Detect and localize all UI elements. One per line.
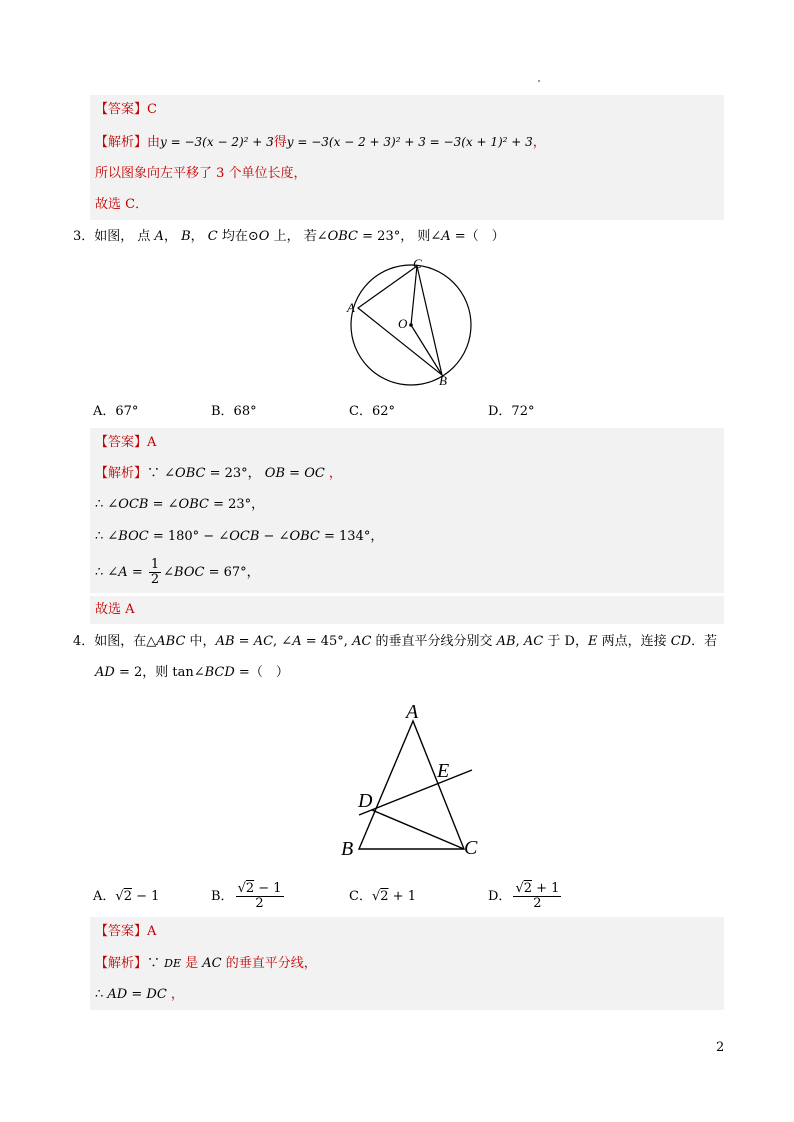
- denominator: 2: [533, 896, 542, 911]
- page-number: 2: [716, 1040, 725, 1055]
- q2-answer-box: [90, 95, 724, 220]
- q4-option-c[interactable]: [349, 887, 416, 907]
- var: C: [207, 229, 218, 244]
- text: 3．如图， 点: [73, 229, 155, 244]
- var: OBC: [175, 466, 206, 481]
- var: AB: [496, 634, 516, 649]
- q2-conclusion: 故选 C．: [95, 197, 149, 212]
- analysis-tag: 【解析】: [95, 956, 148, 971]
- text: =: [127, 987, 147, 1002]
- q3-answer: [95, 433, 156, 453]
- text: ∴: [95, 987, 108, 1002]
- triangle-abc: [359, 721, 464, 849]
- q4-stem-line2: [95, 663, 289, 683]
- var: OCB: [118, 497, 149, 512]
- var: AC: [253, 634, 274, 649]
- text: ,: [515, 634, 524, 649]
- text: − ∠: [259, 529, 290, 544]
- q2-analysis-line1: [95, 132, 546, 153]
- q3-option-b[interactable]: B．68°: [211, 404, 257, 419]
- text: 的垂直平分线，: [221, 956, 317, 971]
- var: BOC: [174, 565, 205, 580]
- q3-conclusion-box: [90, 596, 724, 624]
- q3-analysis-line2: [95, 495, 264, 515]
- text: 得: [273, 135, 287, 150]
- q4-analysis-line2: [95, 985, 184, 1005]
- text: = 180° − ∠: [148, 529, 230, 544]
- analysis-tag: 【解析】: [95, 135, 148, 150]
- text: 4．如图，在△: [73, 634, 157, 649]
- var: A: [441, 229, 451, 244]
- var: AD: [95, 665, 115, 680]
- radicand: 2: [123, 889, 132, 904]
- q3-stem: [73, 227, 505, 247]
- label-a: A: [406, 701, 419, 723]
- text: 均在⊙: [217, 229, 259, 244]
- text: ，: [574, 634, 588, 649]
- segment-oc: [411, 266, 417, 325]
- text: 于: [543, 634, 565, 649]
- text: ，: [532, 135, 546, 150]
- text: − 1: [254, 881, 282, 896]
- q2-answer: 【答案】C: [95, 102, 157, 117]
- label-a: A: [347, 300, 355, 315]
- q4-option-d[interactable]: [488, 877, 563, 917]
- var: AC: [523, 634, 544, 649]
- sqrt-sign: √: [115, 889, 124, 904]
- q2-analysis-line2: 所以图象向左平移了 3 个单位长度，: [95, 166, 307, 181]
- text: = 23°，: [208, 497, 265, 512]
- text: + 1: [532, 881, 560, 896]
- var: OBC: [289, 529, 320, 544]
- text: =（ ）: [450, 229, 505, 244]
- text: D: [564, 634, 575, 649]
- equation: y = −3(x − 2)² + 3: [160, 135, 274, 149]
- fraction: [236, 882, 284, 911]
- text: 的垂直平分线分别交: [371, 634, 497, 649]
- q3-option-d[interactable]: D．72°: [488, 404, 535, 419]
- option-label: C．: [349, 889, 372, 904]
- numerator: 1: [150, 557, 160, 572]
- denominator: 2: [150, 572, 160, 587]
- text: ，: [324, 466, 342, 481]
- label-o: O: [398, 316, 408, 331]
- var: AB: [215, 634, 235, 649]
- var: A: [154, 229, 164, 244]
- var: OC: [304, 466, 325, 481]
- text: = 67°，: [204, 565, 260, 580]
- text: , ∠: [273, 634, 293, 649]
- var: CD: [670, 634, 692, 649]
- label-b: B: [439, 373, 447, 388]
- var: BOC: [118, 529, 149, 544]
- q3-circle-figure: [340, 252, 480, 392]
- label-d: D: [358, 790, 373, 812]
- text: = 2，则 tan∠: [114, 665, 205, 680]
- option-label: A．: [93, 889, 116, 904]
- var: A: [292, 634, 302, 649]
- text: = 45°,: [301, 634, 353, 649]
- text: ，: [190, 229, 208, 244]
- option-label: B．: [211, 889, 234, 904]
- text: 由: [147, 135, 161, 150]
- answer-tag: 【答案】: [95, 435, 148, 450]
- text: =: [285, 466, 305, 481]
- var: DC: [146, 987, 167, 1002]
- text: 中，: [185, 634, 216, 649]
- var: E: [587, 634, 598, 649]
- text: ∴ ∠: [95, 565, 119, 580]
- segment-ob: [411, 325, 442, 375]
- var: OB: [264, 466, 286, 481]
- text: =: [127, 565, 147, 580]
- q3-analysis-line1: [95, 464, 342, 484]
- fraction-half: [149, 558, 161, 587]
- text: ∵ ∠: [147, 466, 176, 481]
- q3-analysis-line4: [95, 558, 260, 588]
- q3-analysis-line3: [95, 527, 383, 547]
- radicand: 2: [523, 881, 533, 896]
- text: 两点，连接: [597, 634, 671, 649]
- radicand: 2: [245, 881, 255, 896]
- speck: [538, 80, 540, 82]
- label-c: C: [464, 837, 478, 859]
- radicand: 2: [380, 889, 389, 904]
- text: = 134°，: [319, 529, 384, 544]
- q4-analysis-line1: [95, 954, 317, 974]
- numerator: √2 + 1: [515, 881, 560, 896]
- text: ．若: [691, 634, 718, 649]
- option-label: D．: [488, 889, 512, 904]
- text: ，: [163, 229, 182, 244]
- text: ，: [166, 987, 184, 1002]
- text: = 23°，: [205, 466, 265, 481]
- q4-answer: 【答案】A: [95, 924, 157, 939]
- text: ∴ ∠: [95, 497, 119, 512]
- text: 是: [181, 956, 203, 971]
- var: OBC: [178, 497, 209, 512]
- perpendicular-bisector-de: [359, 770, 472, 815]
- text: ∵: [147, 956, 165, 971]
- var: B: [181, 229, 191, 244]
- q4-triangle-figure: [335, 693, 495, 863]
- text: ∠: [163, 565, 175, 580]
- fraction: [513, 882, 561, 911]
- label-c: C: [413, 256, 422, 271]
- var: AC: [202, 956, 222, 971]
- text: = 23°， 则∠: [358, 229, 442, 244]
- q4-option-a[interactable]: [93, 887, 159, 907]
- text: =: [234, 634, 254, 649]
- q3-conclusion: 故选 A: [95, 602, 135, 617]
- text: = ∠: [148, 497, 179, 512]
- analysis-tag: 【解析】: [95, 466, 148, 481]
- var: BCD: [204, 665, 235, 680]
- var: AC: [352, 634, 372, 649]
- q3-option-a[interactable]: A．67°: [93, 404, 139, 419]
- equation: y = −3(x − 2 + 3)² + 3 = −3(x + 1)² + 3: [286, 135, 533, 149]
- var: AD: [107, 987, 128, 1002]
- text: − 1: [131, 889, 160, 904]
- text: 上， 若∠: [269, 229, 328, 244]
- q4-stem-line1: [73, 632, 717, 652]
- sqrt-sign: √: [371, 889, 381, 904]
- denominator: 2: [255, 896, 264, 911]
- text: + 1: [388, 889, 416, 904]
- var: ABC: [156, 634, 186, 649]
- var: A: [118, 565, 128, 580]
- var: OCB: [229, 529, 260, 544]
- answer-value: A: [147, 435, 157, 450]
- numerator: √2 − 1: [237, 881, 282, 896]
- q4-option-b[interactable]: [211, 877, 286, 917]
- text: ∴ ∠: [95, 529, 119, 544]
- var: OBC: [327, 229, 359, 244]
- label-e: E: [437, 760, 450, 782]
- q3-option-c[interactable]: C．62°: [349, 404, 395, 419]
- center-dot: [409, 323, 413, 327]
- text: =（ ）: [234, 665, 289, 680]
- label-b: B: [341, 838, 354, 860]
- var: DE: [164, 957, 182, 970]
- var: O: [258, 229, 270, 244]
